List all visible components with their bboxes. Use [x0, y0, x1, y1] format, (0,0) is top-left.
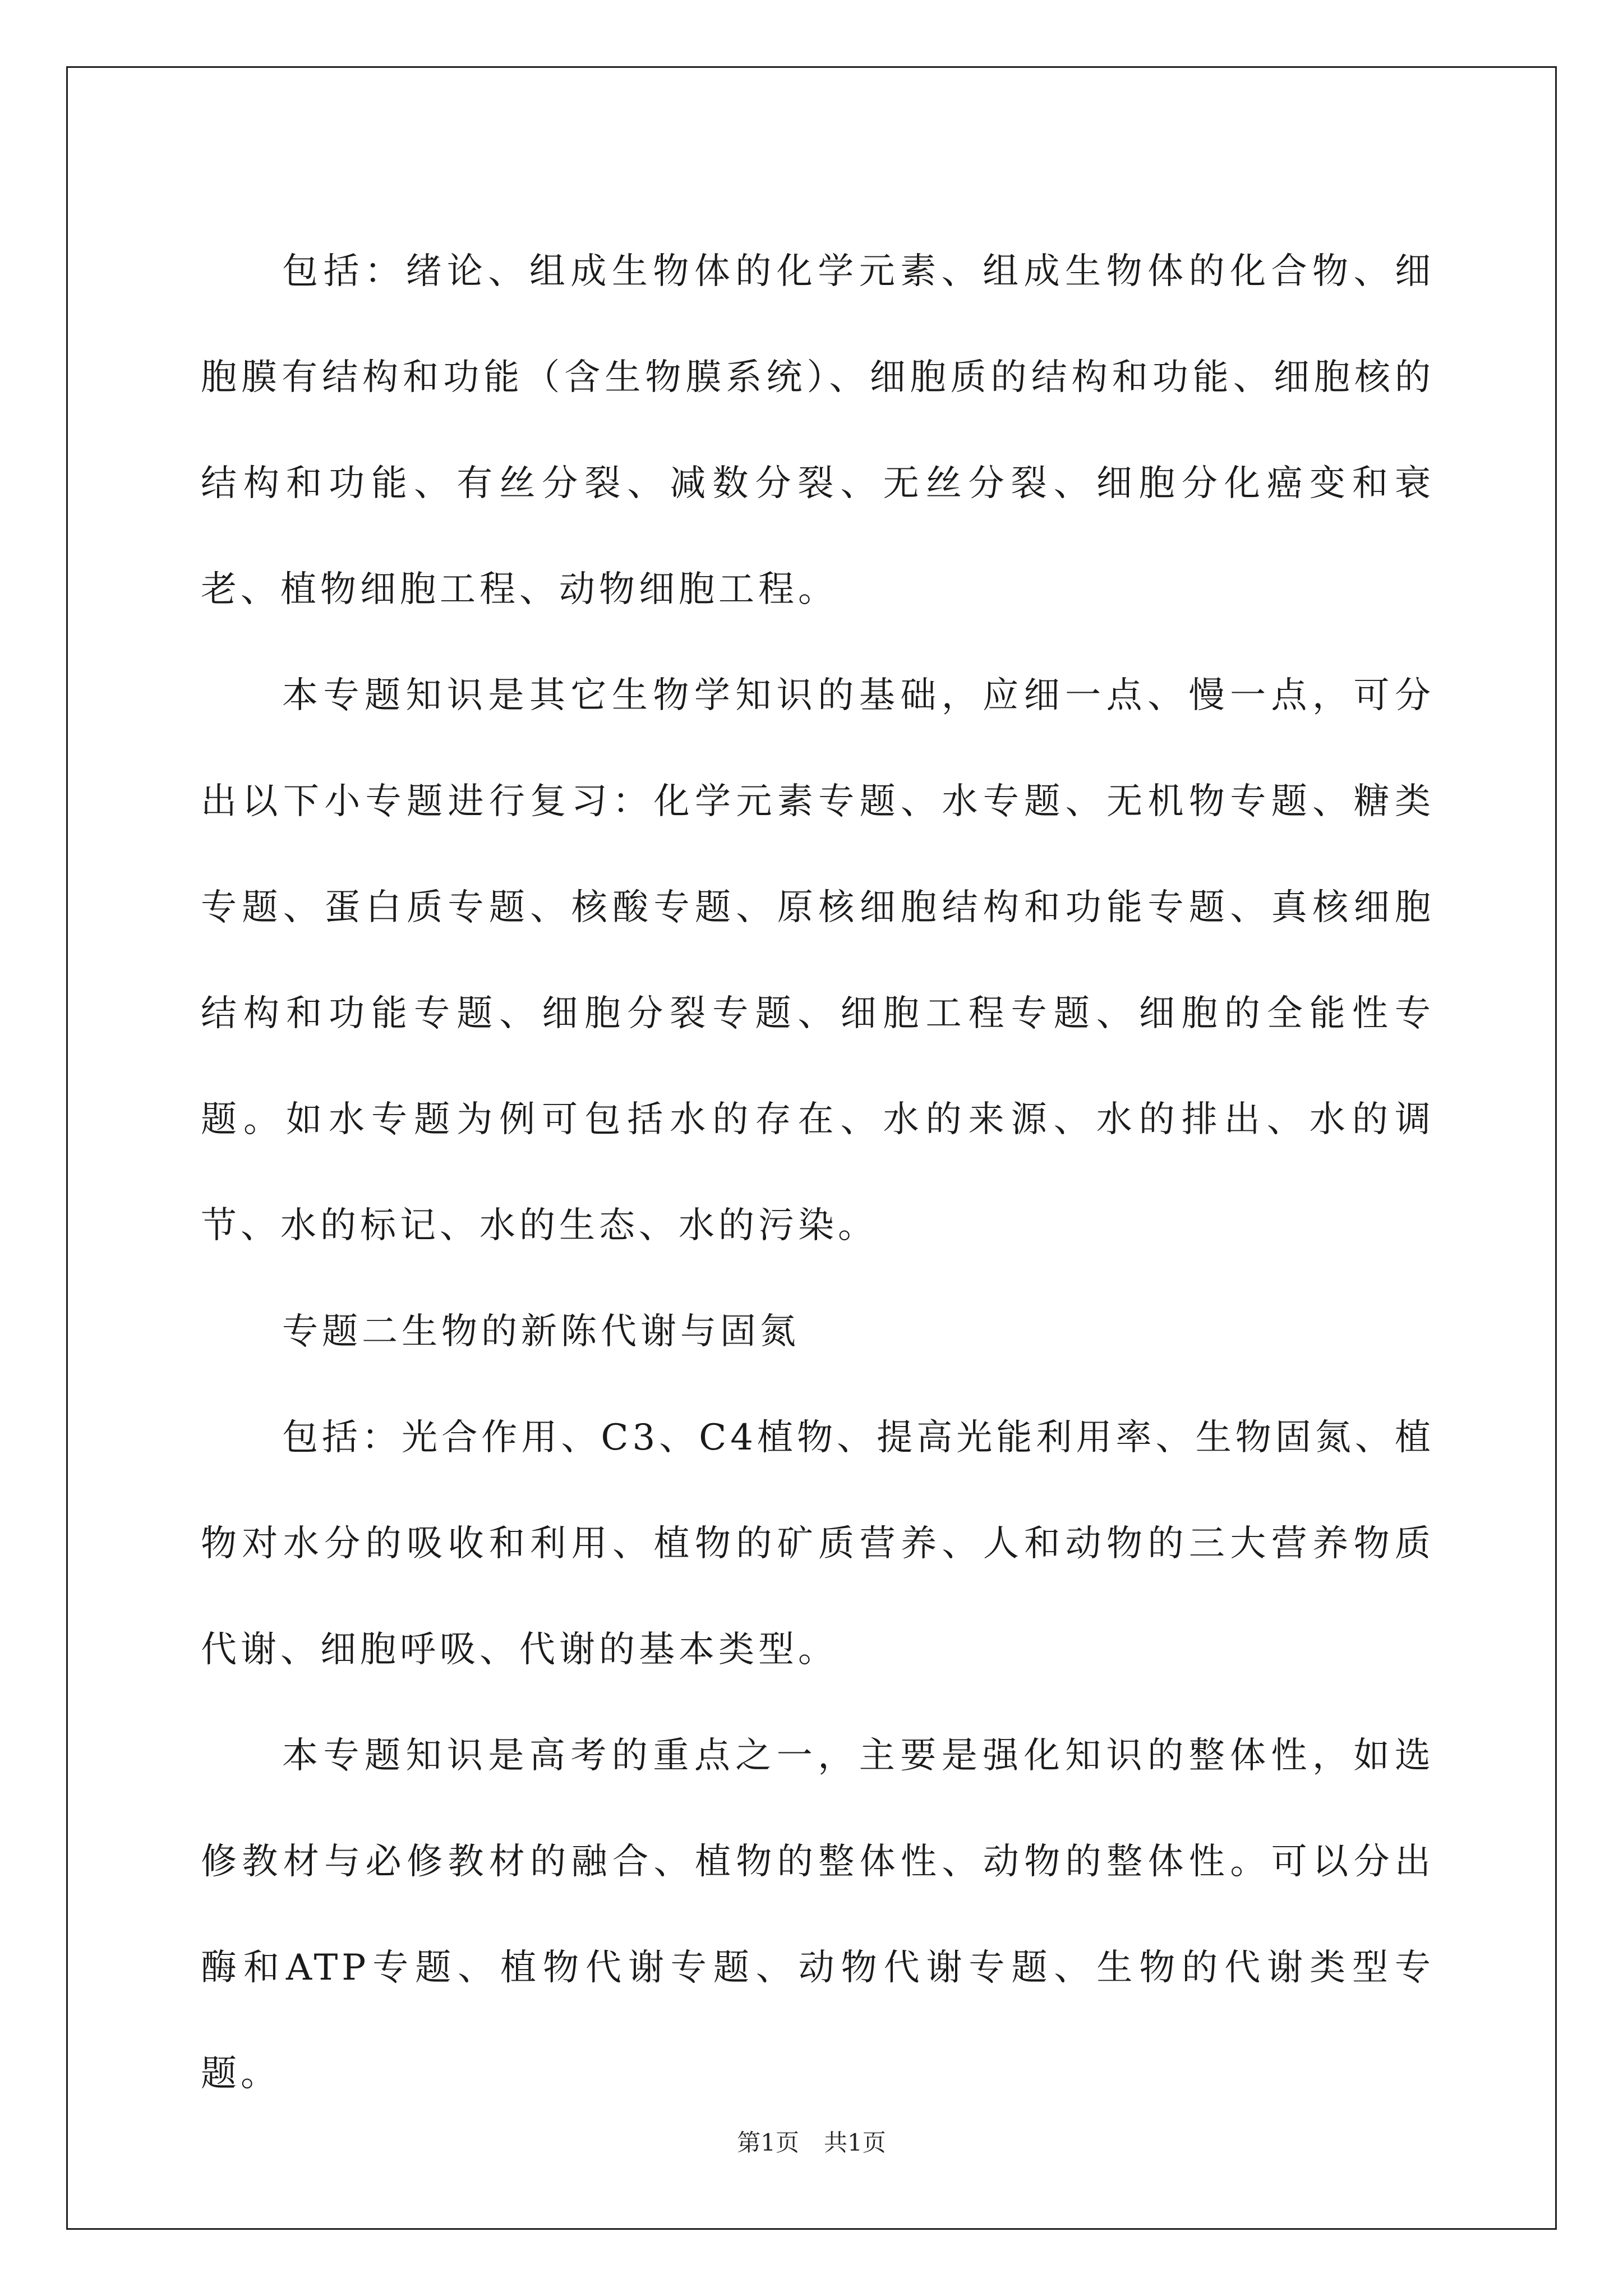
page-number: 第1页: [737, 2129, 799, 2156]
paragraph-topics-1: 本专题知识是其它生物学知识的基础，应细一点、慢一点，可分出以下小专题进行复习：化学元素专题、水专题、无机物专题、糖类专题、蛋白质专题、核酸专题、原核细胞结构和功能专题、真核细胞结构和功能专题、细胞分裂专题、细胞工程专题、细胞的全能性专题。如水专题为例可包括水的存在、水的来源、水的排出、水的调节、水的标记、水的生态、水的污染。: [201, 675, 1435, 1246]
paragraph-scope-1: 包括：绪论、组成生物体的化学元素、组成生物体的化合物、细胞膜有结构和功能（含生物膜系统）、细胞质的结构和功能、细胞核的结构和功能、有丝分裂、减数分裂、无丝分裂、细胞分化癌变和衰老、植物细胞工程、动物细胞工程。: [201, 251, 1435, 610]
section-heading-2: 专题二生物的新陈代谢与固氮: [282, 1311, 800, 1352]
page-total: 共1页: [824, 2129, 886, 2156]
page-footer: [0, 2129, 1623, 2157]
document-body: [201, 219, 1435, 2127]
paragraph-topics-2: 本专题知识是高考的重点之一，主要是强化知识的整体性，如选修教材与必修教材的融合、植物的整体性、动物的整体性。可以分出酶和ATP专题、植物代谢专题、动物代谢专题、生物的代谢类型专题。: [201, 1735, 1435, 2095]
paragraph-scope-2: 包括：光合作用、C3、C4植物、提高光能利用率、生物固氮、植物对水分的吸收和利用、植物的矿质营养、人和动物的三大营养物质代谢、细胞呼吸、代谢的基本类型。: [201, 1417, 1435, 1671]
